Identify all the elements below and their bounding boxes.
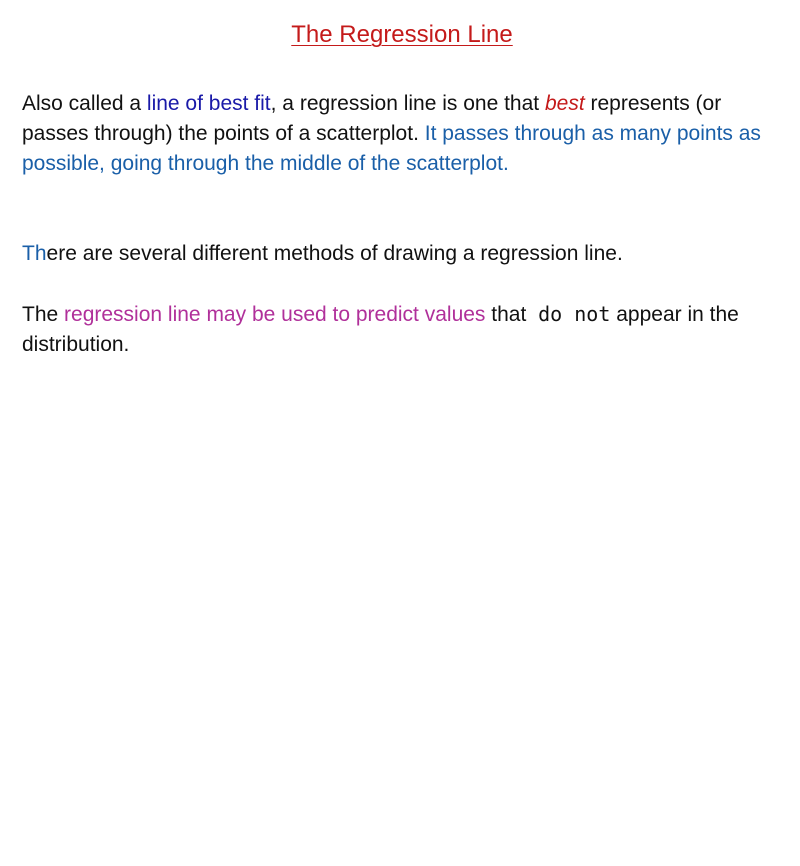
p1-emphasis-best: best: [544, 92, 585, 115]
p3-highlight-predict: regression line may be used to predict values: [64, 303, 486, 326]
p1-highlight-passes-through: It passes through as many points as possible, going through the middle of the scatterplot.: [22, 122, 761, 175]
p2-text-rest: ere are several different methods of drawing a regression line.: [46, 242, 623, 265]
p3-text-3: appear in the distribution.: [22, 303, 739, 356]
paragraph-methods: [22, 239, 792, 269]
paragraph-prediction: [22, 299, 792, 360]
p1-text-3: represents (or passes through) the points of a scatterplot.: [22, 92, 722, 145]
p3-text-1: The: [22, 303, 65, 326]
p1-text-2: , a regression line is one that: [270, 92, 545, 115]
p3-text-2: that: [485, 303, 533, 326]
slide-title: The Regression Line: [291, 21, 513, 48]
p2-text-th: Th: [22, 242, 47, 265]
p1-text-1: Also called a: [22, 92, 147, 115]
paragraph-definition: [22, 89, 792, 179]
p1-term-line-of-best-fit: line of best fit: [146, 92, 271, 115]
p3-do-not: do not: [538, 302, 611, 326]
